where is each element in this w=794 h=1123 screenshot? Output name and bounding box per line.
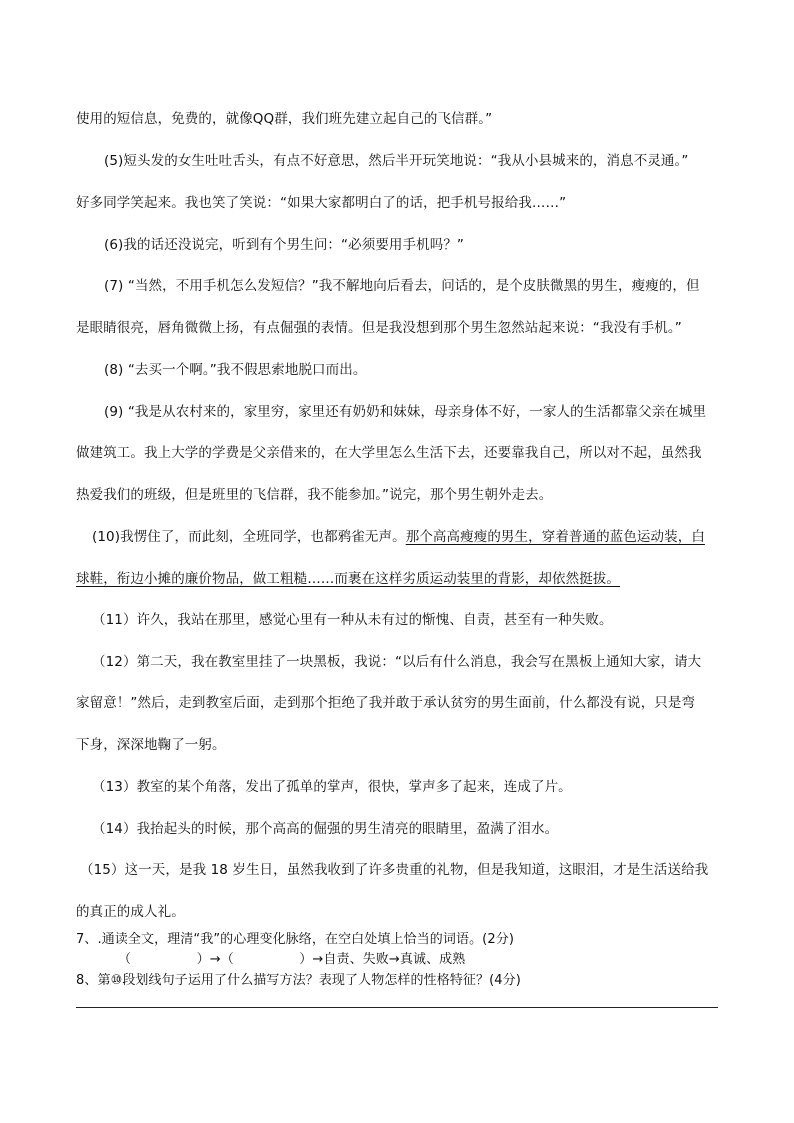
article-line: 好多同学笑起来。我也笑了笑说：“如果大家都明白了的话，把手机号报给我……”: [76, 195, 567, 211]
question-7-blanks[interactable]: （ ）→（ ）→自责、失败→真诚、成熟: [118, 952, 466, 967]
question-7: 7、.通读全文，理清“我”的心理变化脉络，在空白处填上恰当的词语。(2分): [76, 932, 514, 947]
paragraph-11: （11）许久，我站在那里，感觉心里有一种从未有过的惭愧、自责，甚至有一种失败。: [92, 612, 613, 628]
answer-line[interactable]: [76, 1007, 718, 1008]
article-line: 做建筑工。我上大学的学费是父亲借来的，在大学里怎么生活下去，还要靠我自己，所以对不起，虽然我: [76, 445, 702, 461]
paragraph-6: (6)我的话还没说完，听到有个男生问：“必须要用手机吗？”: [104, 237, 465, 253]
underlined-sentence-continued: 球鞋，衔边小摊的廉价物品，做工粗糙……而裹在这样劣质运动装里的背影，却依然挺拔。: [76, 571, 620, 587]
paragraph-5-start: (5)短头发的女生吐吐舌头，有点不好意思，然后半开玩笑地说：“我从小县城来的，消息不灵通。”: [104, 153, 689, 169]
paragraph-10-text: (10)我愣住了，而此刻，全班同学，也都鸦雀无声。: [92, 529, 406, 545]
article-line: 的真正的成人礼。: [76, 904, 185, 920]
question-8: 8、第⑩段划线句子运用了什么描写方法？表现了人物怎样的性格特征？(4分): [76, 973, 521, 988]
paragraph-7-start: (7) “当然，不用手机怎么发短信？”我不解地向后看去，问话的，是个皮肤微黑的男生，瘦瘦的，但: [104, 278, 700, 294]
paragraph-9-start: (9) “我是从农村来的，家里穷，家里还有奶奶和妹妹，母亲身体不好，一家人的生活都靠父亲在城里: [104, 404, 707, 420]
paragraph-8: (8) “去买一个啊。”我不假思索地脱口而出。: [104, 362, 367, 378]
paragraph-10-start: [92, 528, 732, 546]
paragraph-12-start: （12）第二天，我在教室里挂了一块黑板，我说：“以后有什么消息，我会写在黑板上通知大家，请大: [92, 654, 702, 670]
article-line: 热爱我们的班级，但是班里的飞信群，我不能参加。”说完，那个男生朝外走去。: [76, 487, 553, 503]
underlined-sentence: 那个高高瘦瘦的男生，穿着普通的蓝色运动装，白: [405, 529, 705, 545]
paragraph-13: （13）教室的某个角落，发出了孤单的掌声，很快，掌声多了起来，连成了片。: [92, 779, 572, 795]
paragraph-14: （14）我抬起头的时候，那个高高的倔强的男生清亮的眼睛里，盈满了泪水。: [92, 821, 559, 837]
article-line: 下身，深深地鞠了一躬。: [76, 737, 226, 753]
article-line: 是眼睛很亮，唇角微微上扬，有点倔强的表情。但是我没想到那个男生忽然站起来说：“我没有手机。”: [76, 320, 682, 336]
article-line: 使用的短信息，免费的，就像QQ群，我们班先建立起自己的飞信群。”: [76, 111, 493, 127]
article-line: 家留意！”然后，走到教室后面，走到那个拒绝了我并敢于承认贫穷的男生面前，什么都没有说，只是弯: [76, 695, 696, 711]
paragraph-15-start: （15）这一天，是我 18 岁生日，虽然我收到了许多贵重的礼物，但是我知道，这眼泪，才是生活送给我: [80, 862, 709, 878]
